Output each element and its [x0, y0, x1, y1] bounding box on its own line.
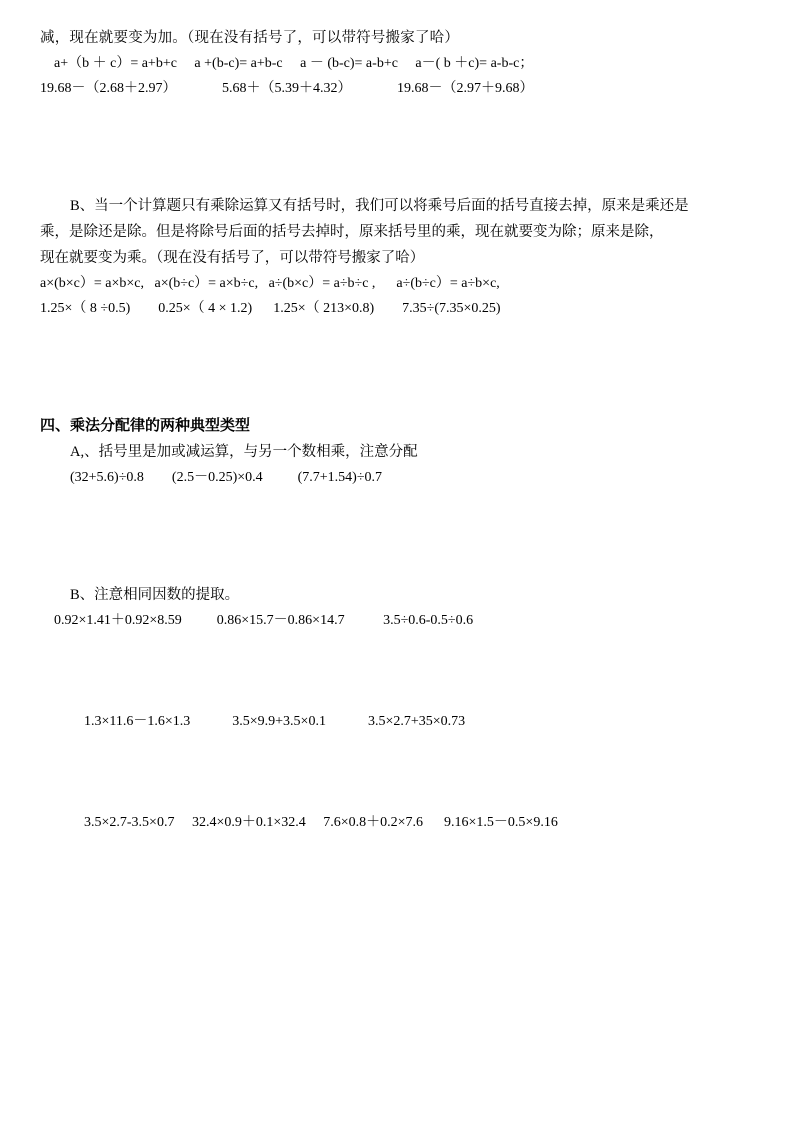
spacer-after-section-a	[40, 101, 755, 193]
document-content	[40, 26, 755, 835]
section-b-paragraph-line3: 现在就要变为乘。（现在没有括号了，可以带符号搬家了哈）	[40, 250, 425, 266]
section-b-exercise-line: 1.25×（ 8 ÷0.5) 0.25×（ 4 × 1.2) 1.25×（ 213×0.8) 7.35÷(7.35×0.25)	[40, 301, 501, 316]
spacer-sub-b-row1	[40, 633, 755, 709]
section-four-sub-a-exercises: (32+5.6)÷0.8 (2.5－0.25)×0.4 (7.7+1.54)÷0.7	[70, 470, 383, 485]
section-four-sub-b-row3: 3.5×2.7-3.5×0.7 32.4×0.9＋0.1×32.4 7.6×0.8＋0.2×7.6 9.16×1.5－0.5×9.16	[84, 815, 558, 830]
spacer-sub-b-row2	[40, 734, 755, 810]
section-four-heading: 四、乘法分配律的两种典型类型	[40, 418, 251, 434]
section-a-exercise-line: 19.68－（2.68＋2.97） 5.68＋（5.39＋4.32） 19.68－（2.97＋9.68）	[40, 81, 534, 96]
section-a-tail-text: 减，现在就要变为加。（现在没有括号了，可以带符号搬家了哈）	[40, 30, 460, 46]
spacer-after-sub-a	[40, 490, 755, 582]
section-four-sub-a-title: A,、括号里是加或减运算，与另一个数相乘，注意分配	[70, 444, 418, 460]
section-b-identity-line: a×(b×c）= a×b×c, a×(b÷c）= a×b÷c, a÷(b×c）= a÷b÷c , a÷(b÷c）= a÷b×c,	[40, 276, 500, 291]
section-four-sub-b-row2: 1.3×11.6－1.6×1.3 3.5×9.9+3.5×0.1 3.5×2.7+35×0.73	[84, 714, 466, 729]
section-b-paragraph-line2: 乘，是除还是除。但是将除号后面的括号去掉时，原来括号里的乘，现在就要变为除；原来是除，	[40, 224, 664, 240]
spacer-after-section-b	[40, 321, 755, 413]
section-four-sub-b-title: B、注意相同因数的提取。	[70, 587, 240, 603]
section-a-identity-line: a+（b ＋ c）= a+b+c a +(b-c)= a+b-c a － (b-c)= a-b+c a－( b ＋c)= a-b-c；	[54, 56, 534, 71]
section-four-sub-b-row1: 0.92×1.41＋0.92×8.59 0.86×15.7－0.86×14.7 3.5÷0.6-0.5÷0.6	[54, 613, 474, 628]
section-b-paragraph-line1: B、当一个计算题只有乘除运算又有括号时，我们可以将乘号后面的括号直接去掉，原来是乘还是	[70, 198, 689, 214]
